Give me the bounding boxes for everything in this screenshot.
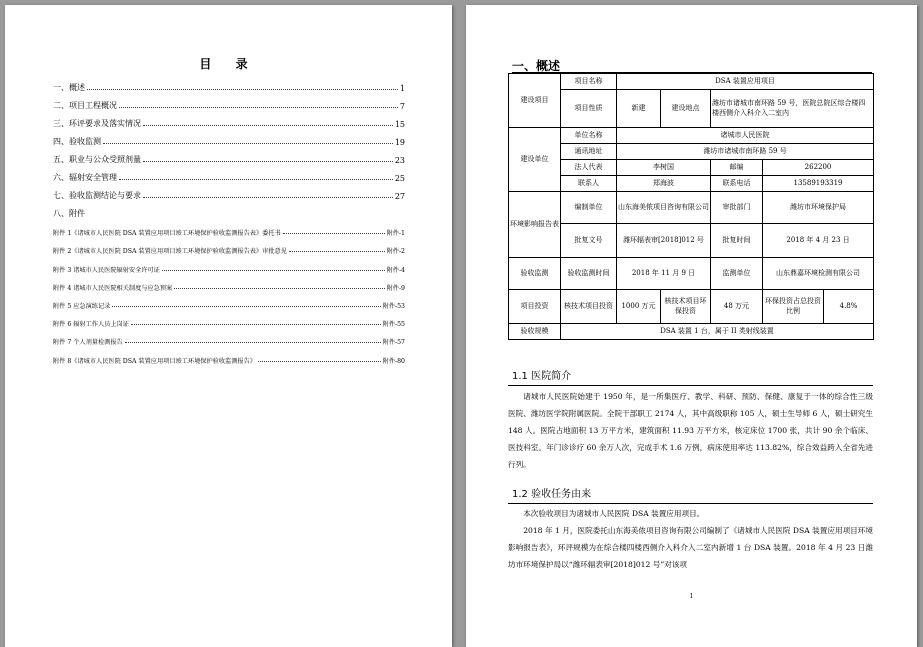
table-row bbox=[509, 128, 874, 144]
field-value: 4.8% bbox=[824, 290, 874, 324]
field-value: 诸城市人民医院 bbox=[617, 128, 874, 144]
toc-leader bbox=[87, 89, 398, 90]
toc-leader bbox=[283, 233, 385, 234]
table-row bbox=[509, 324, 874, 340]
table-row bbox=[509, 224, 874, 258]
row-header: 建设单位 bbox=[509, 128, 561, 192]
toc-entry-page: 23 bbox=[394, 156, 405, 165]
field-value: 13589193319 bbox=[763, 176, 874, 192]
page-number: 1 bbox=[689, 593, 694, 600]
toc-entry-page: 1 bbox=[399, 84, 405, 93]
field-label: 监测单位 bbox=[711, 258, 763, 290]
paragraph: 2018 年 1 月，医院委托山东海美侬项目咨询有限公司编制了《诸城市人民医院 DSA 装置应用项目环境影响报告表》，环评规模为在综合楼四楼西侧介入科介入二室内新增 1 台 DSA 装置。2018 年 4 月 23 日潍坊市环境保护局以“潍环辐表审[2018]012 号”对该项 bbox=[508, 526, 873, 569]
field-label: 核技术项目投资 bbox=[561, 290, 617, 324]
row-header: 验收监测 bbox=[509, 258, 561, 290]
toc-appendix-entry[interactable] bbox=[53, 346, 405, 364]
row-header: 项目投资 bbox=[509, 290, 561, 324]
field-value: 潍坊市诸城市南环路 59 号 bbox=[617, 144, 874, 160]
field-value: 山东鼎嘉环境检测有限公司 bbox=[763, 258, 874, 290]
toc-entry-page: 19 bbox=[394, 138, 405, 147]
toc-entry-page: 附件-2 bbox=[386, 248, 405, 256]
toc-entry-page: 附件-4 bbox=[386, 266, 405, 274]
toc-appendix-entry[interactable] bbox=[53, 219, 405, 237]
toc-title: 目 录 bbox=[199, 57, 258, 71]
toc-entry[interactable] bbox=[53, 111, 405, 129]
field-label: 法人代表 bbox=[561, 160, 617, 176]
toc-entry-page: 附件-55 bbox=[382, 321, 405, 329]
toc-entry-label: 二、项目工程概况 bbox=[53, 101, 117, 110]
table-row bbox=[509, 90, 874, 128]
table-row bbox=[509, 192, 874, 224]
toc-entry-label: 附件 6 辐射工作人员上岗证 bbox=[53, 321, 129, 329]
chapter-heading: 一、概述 bbox=[512, 59, 561, 73]
field-label: 建设地点 bbox=[661, 90, 711, 128]
toc-entry-label: 附件 2《诸城市人民医院 DSA 装置应用项目竣工环境保护验收监测报告表》审批意见 bbox=[53, 248, 287, 256]
field-value: 李树国 bbox=[617, 160, 711, 176]
toc-entry-label: 附件 1《诸城市人民医院 DSA 装置应用项目竣工环境保护验收监测报告表》委托书 bbox=[53, 230, 281, 238]
toc-entry-label: 附件 3 诸城市人民医院辐射安全许可证 bbox=[53, 266, 160, 274]
toc-leader bbox=[119, 107, 398, 108]
toc-entry-label: 附件 4 诸城市人民医院相关制度与应急预案 bbox=[53, 284, 173, 292]
field-label: 批复时间 bbox=[711, 224, 763, 258]
toc-entry[interactable] bbox=[53, 129, 405, 147]
toc-entry-label: 一、概述 bbox=[53, 83, 85, 92]
paragraph: 诸城市人民医院始建于 1950 年，是一所集医疗、教学、科研、预防、保健、康复于一体的综合性三级医院、潍坊医学院附属医院。全院干部职工 2174 人，其中高级职称 105 人，硕士生导师 6 人，硕士研究生 148 人。医院占地面积 13 万平方米，建筑面积 11.93 万平方米，核定床位 1700 张，共计 90 余个临床、医技科室。年门诊诊疗 60 余万人次，完成手术 1.6 万例，病床使用率达 113.82%，综合效益跨入全省先进行列。 bbox=[508, 392, 873, 469]
toc-entry[interactable] bbox=[53, 165, 405, 183]
toc-entry[interactable] bbox=[53, 201, 405, 219]
toc-entry-label: 附件 8《诸城市人民医院 DSA 装置应用项目竣工环境保护验收监测报告》 bbox=[53, 357, 256, 365]
toc-entry[interactable] bbox=[53, 93, 405, 111]
field-label: 项目名称 bbox=[561, 74, 617, 90]
toc-entry-label: 附件 7 个人剂量检测报告 bbox=[53, 339, 123, 347]
field-label: 联系人 bbox=[561, 176, 617, 192]
toc-leader bbox=[143, 161, 393, 162]
table-row bbox=[509, 74, 874, 90]
field-label: 单位名称 bbox=[561, 128, 617, 144]
row-header: 验收规模 bbox=[509, 324, 561, 340]
field-label: 项目性质 bbox=[561, 90, 617, 128]
toc-appendix-entry[interactable] bbox=[53, 255, 405, 273]
toc-entry-page: 附件-53 bbox=[382, 302, 405, 310]
toc-leader bbox=[119, 179, 393, 180]
toc-leader bbox=[174, 288, 384, 289]
toc-appendix-entry[interactable] bbox=[53, 274, 405, 292]
field-value: 潍环辐表审[2018]012 号 bbox=[617, 224, 711, 258]
field-value: 郑海波 bbox=[617, 176, 711, 192]
field-label: 通讯地址 bbox=[561, 144, 617, 160]
toc-entry-label: 五、职业与公众受照剂量 bbox=[53, 155, 141, 164]
field-value: 1000 万元 bbox=[617, 290, 661, 324]
toc-leader bbox=[131, 324, 381, 325]
field-label: 核技术项目环保投资 bbox=[661, 290, 711, 324]
toc-entry-label: 七、验收监测结论与要求 bbox=[53, 191, 141, 200]
table-row bbox=[509, 258, 874, 290]
toc-leader bbox=[289, 251, 385, 252]
field-label: 邮编 bbox=[711, 160, 763, 176]
document-page-toc bbox=[5, 5, 452, 647]
toc-leader bbox=[103, 143, 393, 144]
toc-entry-page: 15 bbox=[394, 120, 405, 129]
toc-entry-label: 八、附件 bbox=[53, 209, 85, 218]
toc-leader bbox=[143, 125, 393, 126]
toc-entry-label: 四、验收监测 bbox=[53, 137, 101, 146]
toc-leader bbox=[162, 270, 385, 271]
field-value: 48 万元 bbox=[711, 290, 763, 324]
field-value: 潍坊市诸城市南环路 59 号，医院总院区综合楼四楼西侧介入科介入二室内 bbox=[711, 90, 874, 128]
toc-entry-page: 27 bbox=[394, 192, 405, 201]
toc-entry[interactable] bbox=[53, 183, 405, 201]
toc-leader bbox=[125, 342, 381, 343]
field-value: 新建 bbox=[617, 90, 661, 128]
toc-appendix-entry[interactable] bbox=[53, 237, 405, 255]
field-value: DSA 装置 1 台，属于 II 类射线装置 bbox=[561, 324, 874, 340]
section-heading: 1.2 验收任务由来 bbox=[512, 489, 592, 500]
toc-appendix-entry[interactable] bbox=[53, 292, 405, 310]
field-label: 环保投资占总投资比例 bbox=[763, 290, 824, 324]
toc-leader bbox=[258, 361, 381, 362]
field-value: 2018 年 4 月 23 日 bbox=[763, 224, 874, 258]
section-rule bbox=[508, 385, 873, 386]
toc-entry-page: 25 bbox=[394, 174, 405, 183]
field-label: 编制单位 bbox=[561, 192, 617, 224]
toc-entry[interactable] bbox=[53, 147, 405, 165]
field-value: 潍坊市环境保护局 bbox=[763, 192, 874, 224]
toc-entry-page: 附件-1 bbox=[386, 230, 405, 238]
toc-leader bbox=[112, 306, 380, 307]
table-row bbox=[509, 176, 874, 192]
table-row bbox=[509, 290, 874, 324]
field-value: 山东海美侬项目咨询有限公司 bbox=[617, 192, 711, 224]
table-row bbox=[509, 144, 874, 160]
toc-appendix-entry[interactable] bbox=[53, 310, 405, 328]
field-value: 2018 年 11 月 9 日 bbox=[617, 258, 711, 290]
field-value: 262200 bbox=[763, 160, 874, 176]
toc-entry-page: 附件-9 bbox=[386, 284, 405, 292]
paragraph: 本次验收项目为诸城市人民医院 DSA 装置应用项目。 bbox=[523, 509, 705, 518]
toc-list bbox=[53, 75, 405, 365]
toc-entry-page: 7 bbox=[399, 102, 405, 111]
toc-entry-page: 附件-80 bbox=[382, 357, 405, 365]
toc-entry-label: 附件 5 应急演练记录 bbox=[53, 302, 111, 310]
toc-entry-page: 附件-57 bbox=[382, 339, 405, 347]
field-label: 验收监测时间 bbox=[561, 258, 617, 290]
field-value: DSA 装置应用项目 bbox=[617, 74, 874, 90]
field-label: 审批部门 bbox=[711, 192, 763, 224]
section-heading: 1.1 医院简介 bbox=[512, 371, 572, 382]
toc-entry[interactable] bbox=[53, 75, 405, 93]
toc-entry-label: 六、辐射安全管理 bbox=[53, 173, 117, 182]
toc-appendix-entry[interactable] bbox=[53, 328, 405, 346]
section-rule bbox=[508, 503, 873, 504]
field-label: 批复文号 bbox=[561, 224, 617, 258]
toc-leader bbox=[143, 197, 393, 198]
project-info-table bbox=[508, 73, 874, 340]
field-label: 联系电话 bbox=[711, 176, 763, 192]
toc-entry-label: 三、环评要求及落实情况 bbox=[53, 119, 141, 128]
document-page-overview bbox=[466, 5, 917, 647]
row-header: 建设项目 bbox=[509, 74, 561, 128]
table-row bbox=[509, 160, 874, 176]
row-header: 环境影响报告表 bbox=[509, 192, 561, 258]
